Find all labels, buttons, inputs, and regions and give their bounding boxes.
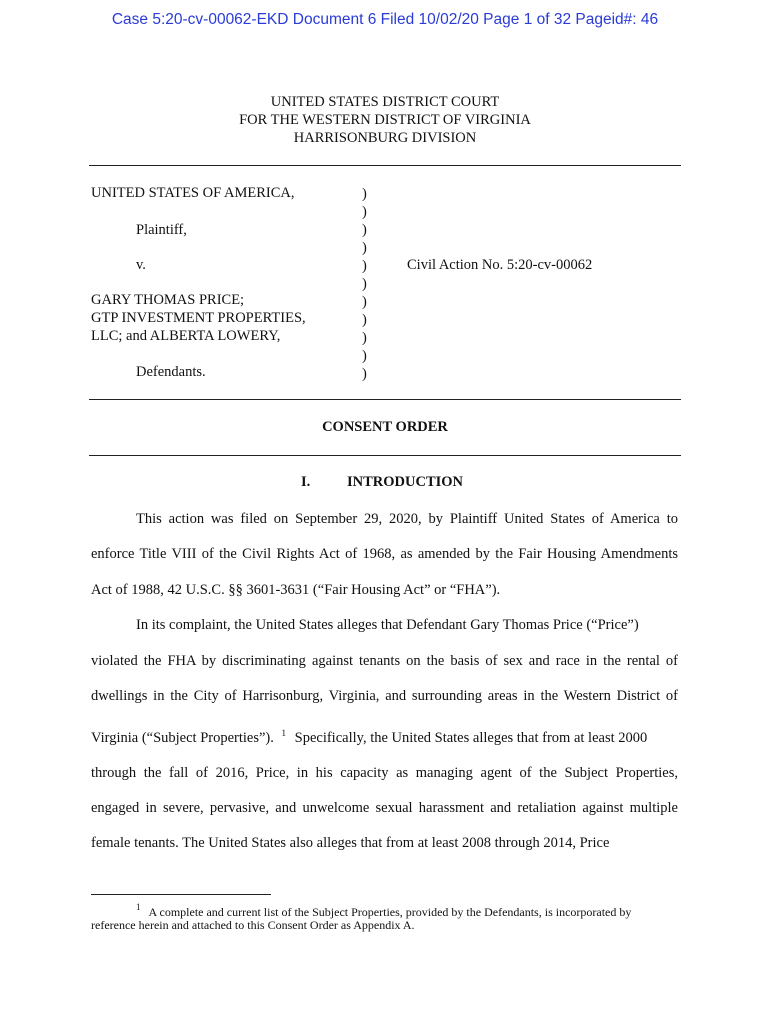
court-name-line-1: UNITED STATES DISTRICT COURT — [270, 94, 500, 110]
paragraph-2-line-1: In its complaint, the United States alleges that Defendant Gary Thomas Price (“Price”) — [136, 617, 639, 633]
versus: v. — [136, 257, 146, 273]
defendant-name-line-3: LLC; and ALBERTA LOWERY, — [91, 328, 281, 344]
title-rule — [89, 455, 681, 456]
paragraph-2-line-5: through the fall of 2016, Price, in his capacity as managing agent of the Subject Properties, — [91, 765, 678, 781]
paragraph-2-line-3: dwellings in the City of Harrisonburg, Virginia, and surrounding areas in the Western District of — [91, 688, 678, 704]
paragraph-2-line-4 — [91, 728, 678, 747]
paragraph-1-line-1: This action was filed on September 29, 2020, by Plaintiff United States of America to — [136, 511, 678, 527]
paragraph-1-line-2: enforce Title VIII of the Civil Rights Act of 1968, as amended by the Fair Housing Amendments — [91, 546, 678, 562]
paragraph-2-line-2: violated the FHA by discriminating against tenants on the basis of sex and race in the rental of — [91, 653, 678, 669]
subject-properties-text: Virginia (“Subject Properties”). — [91, 730, 274, 746]
caption-top-rule — [89, 165, 681, 166]
plaintiff-name: UNITED STATES OF AMERICA, — [91, 185, 295, 201]
caption-bottom-rule — [89, 399, 681, 400]
court-name-line-2: FOR THE WESTERN DISTRICT OF VIRGINIA — [239, 112, 531, 128]
specifically-text: Specifically, the United States alleges that from at least 2000 — [294, 730, 648, 746]
document-title: CONSENT ORDER — [322, 419, 448, 435]
court-name-line-3: HARRISONBURG DIVISION — [293, 130, 477, 146]
paragraph-2-line-6: engaged in severe, pervasive, and unwelcome sexual harassment and retaliation against multiple — [91, 800, 678, 816]
paragraph-1-line-3: Act of 1988, 42 U.S.C. §§ 3601-3631 (“Fair Housing Act” or “FHA”). — [91, 582, 501, 598]
civil-action-number: Civil Action No. 5:20-cv-00062 — [407, 257, 593, 273]
ecf-header-stamp: Case 5:20-cv-00062-EKD Document 6 Filed 10/02/20 Page 1 of 32 Pageid#: 46 — [111, 11, 659, 28]
section-heading: INTRODUCTION — [347, 474, 464, 490]
footnote-separator — [91, 894, 271, 895]
footnote-text-1: A complete and current list of the Subject Properties, provided by the Defendants, is incorporated by — [148, 905, 632, 919]
footnote-1-line-2: reference herein and attached to this Consent Order as Appendix A. — [91, 918, 415, 932]
caption-parentheses: ) ) ) ) ) ) ) ) ) ) ) — [362, 186, 367, 382]
footnote-reference[interactable]: 1 — [281, 728, 287, 738]
defendant-name-line-1: GARY THOMAS PRICE; — [91, 292, 245, 308]
footnote-number: 1 — [136, 902, 141, 912]
paragraph-2-line-7: female tenants. The United States also alleges that from at least 2008 through 2014, Price — [91, 835, 610, 851]
section-number: I. — [301, 474, 311, 490]
defendant-name-line-2: GTP INVESTMENT PROPERTIES, — [91, 310, 306, 326]
plaintiff-role: Plaintiff, — [136, 222, 187, 238]
defendant-role: Defendants. — [136, 364, 206, 380]
